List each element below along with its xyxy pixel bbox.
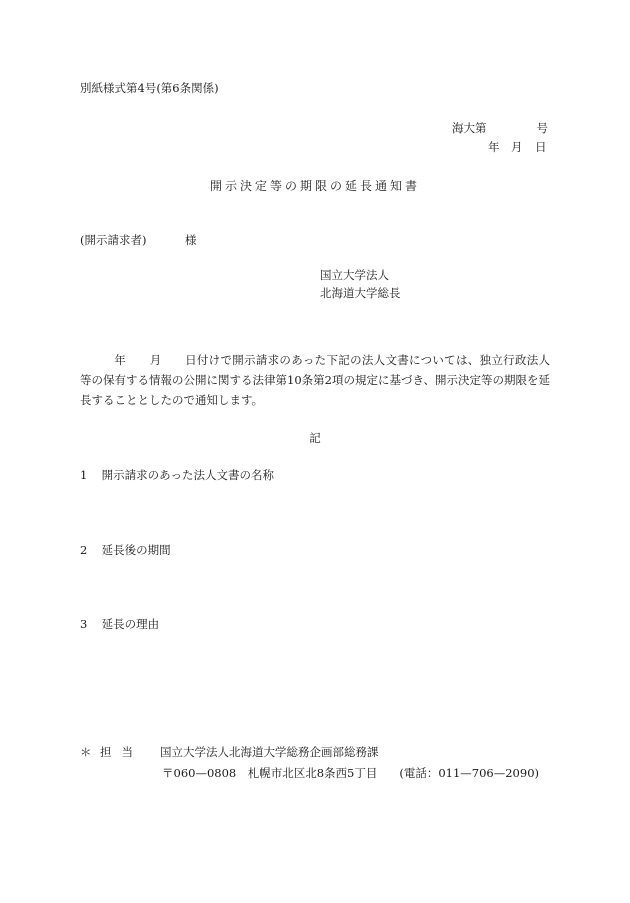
recipient-name: (開示請求者) [80, 233, 147, 247]
item-label: 延長後の期間 [101, 543, 171, 557]
item-1 [80, 467, 274, 483]
reference-prefix: 海大第 [452, 121, 487, 135]
item-label: 延長の理由 [101, 617, 160, 631]
body-paragraph [80, 350, 550, 410]
item-label: 開示請求のあった法人文書の名称 [101, 468, 275, 482]
item-3 [80, 616, 159, 632]
contact-label: 担当 [100, 745, 143, 759]
body-year: 年 [114, 353, 127, 367]
body-month: 月 [149, 353, 162, 367]
ki-heading: 記 [309, 431, 321, 445]
document-title: 開示決定等の期限の延長通知書 [209, 179, 420, 193]
sender-line-2: 北海道大学総長 [320, 286, 401, 300]
item-number: 2 [80, 543, 88, 557]
date-year: 年 [488, 140, 500, 154]
reference-suffix: 号 [536, 121, 548, 135]
item-number: 3 [80, 617, 88, 631]
date-month: 月 [511, 140, 523, 154]
form-number: 別紙様式第4号(第6条関係) [80, 81, 219, 95]
body-text: 日付けで開示請求のあった下記の法人文書については、独立行政法人等の保有する情報の公開に関する法律第10条第2項の規定に基づき、開示決定等の期限を延長することとしたので通知します。 [80, 353, 551, 407]
item-number: 1 [80, 468, 88, 482]
contact-address: 〒060—0808 札幌市北区北8条西5丁目 [162, 766, 378, 780]
recipient-honorific: 様 [185, 233, 197, 247]
asterisk-mark: ＊ [80, 745, 92, 759]
contact-phone: (電話：011—706—2090) [399, 766, 539, 780]
item-2 [80, 542, 171, 558]
recipient [80, 232, 197, 248]
contact-address-line [162, 765, 539, 781]
date-day: 日 [535, 140, 547, 154]
contact-organization: 国立大学法人北海道大学総務企画部総務課 [160, 745, 379, 759]
sender-line-1: 国立大学法人 [320, 268, 389, 282]
sender [320, 266, 401, 302]
